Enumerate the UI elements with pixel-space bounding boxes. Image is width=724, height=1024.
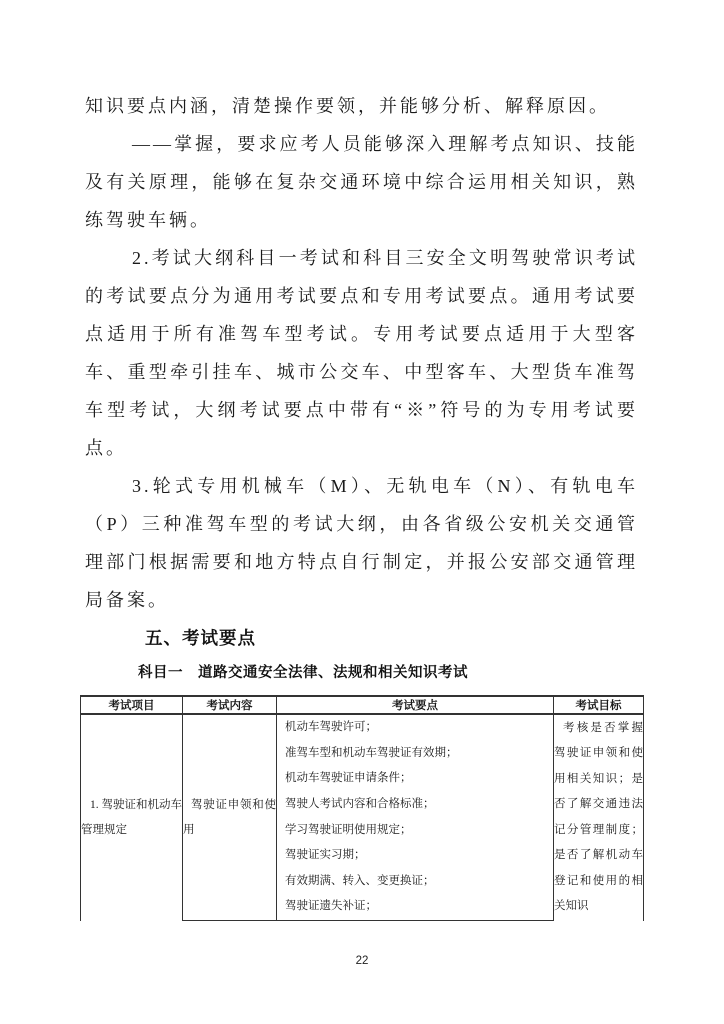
paragraph-continuation: 知识要点内涵，清楚操作要领，并能够分析、解释原因。 bbox=[85, 96, 610, 116]
cell-exam-target: 考核是否掌握驾驶证申领和使用相关知识；是否了解交通违法记分管理制度；是否了解机动车登记和使用的相关知识 bbox=[554, 714, 644, 921]
exam-point-item: 机动车驾驶许可； bbox=[285, 721, 377, 734]
paragraph-master-level: ——掌握，要求应考人员能够深入理解考点知识、技能及有关原理，能够在复杂交通环境中综合运用相关知识，熟练驾驶车辆。 bbox=[85, 134, 638, 230]
column-header-target: 考试目标 bbox=[554, 696, 644, 714]
exam-point-item: 机动车驾驶证申请条件； bbox=[285, 772, 412, 785]
paragraph-item-2: 2.考试大纲科目一考试和科目三安全文明驾驶常识考试的考试要点分为通用考试要点和专用考试要点。通用考试要点适用于所有准驾车型考试。专用考试要点适用于大型客车、重型牵引挂车、城市公交车、中型客车、大型货车准驾车型考试，大纲考试要点中带有“※”符号的为专用考试要点。 bbox=[85, 248, 638, 458]
exam-point-item: 学习驾驶证明使用规定； bbox=[285, 823, 412, 836]
exam-points-list bbox=[277, 715, 553, 920]
exam-point-item: 驾驶证实习期； bbox=[285, 849, 366, 862]
exam-point-item: 驾驶人考试内容和合格标准； bbox=[285, 797, 435, 810]
section-heading: 五、考试要点 bbox=[145, 628, 256, 648]
cell-exam-project: 1. 驾驶证和机动车管理规定 bbox=[81, 714, 183, 921]
paragraph-item-3: 3.轮式专用机械车（M）、无轨电车（N）、有轨电车（P）三种准驾车型的考试大纲，由各省级公安机关交通管理部门根据需要和地方特点自行制定，并报公安部交通管理局备案。 bbox=[85, 476, 638, 610]
exam-point-item: 驾驶证遗失补证； bbox=[285, 900, 377, 913]
exam-outline-table bbox=[80, 695, 644, 921]
column-header-points: 考试要点 bbox=[277, 696, 554, 714]
exam-point-item: 准驾车型和机动车驾驶证有效期； bbox=[285, 746, 458, 759]
exam-point-item: 有效期满、转入、变更换证； bbox=[285, 874, 435, 887]
column-header-content: 考试内容 bbox=[183, 696, 277, 714]
page-number: 22 bbox=[355, 955, 369, 967]
cell-exam-content: 驾驶证申领和使用 bbox=[183, 714, 277, 921]
table-title: 科目一 道路交通安全法律、法规和相关知识考试 bbox=[138, 665, 468, 681]
table-row bbox=[81, 714, 644, 921]
table-header-row bbox=[81, 696, 644, 714]
column-header-project: 考试项目 bbox=[81, 696, 183, 714]
cell-exam-points bbox=[277, 714, 554, 921]
